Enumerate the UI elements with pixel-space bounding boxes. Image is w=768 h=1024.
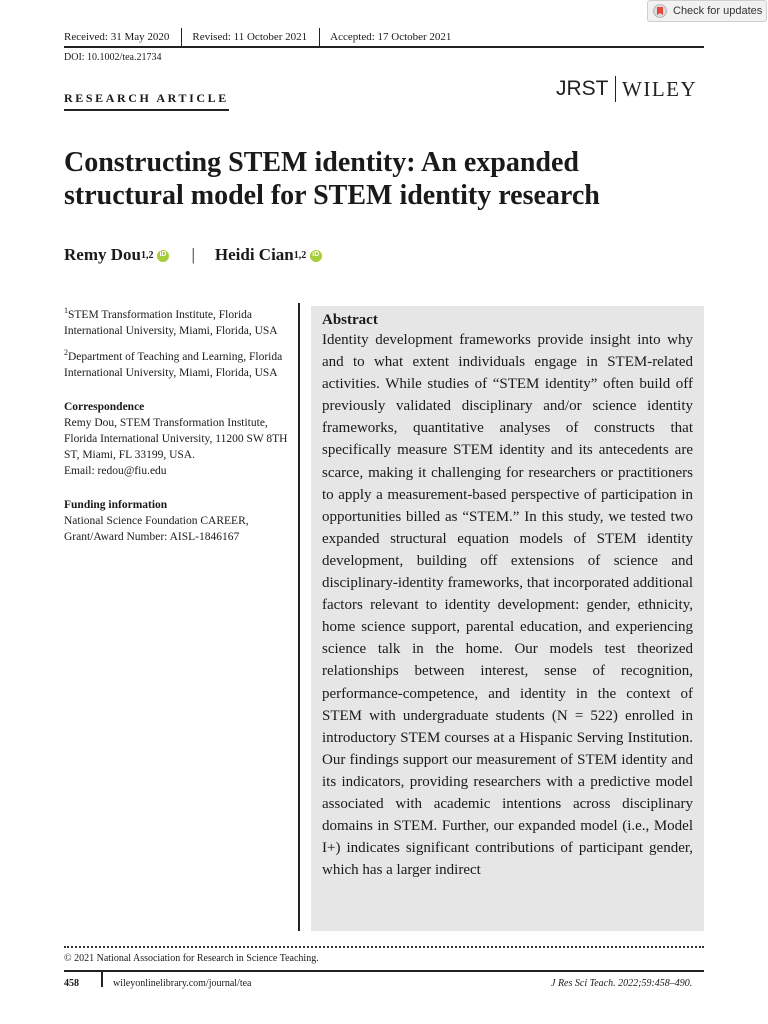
column-divider [298, 303, 300, 931]
affiliation-number: 2 [64, 347, 68, 357]
journal-logo [556, 76, 697, 102]
article-info-column [64, 303, 289, 551]
author-list [64, 245, 322, 265]
orcid-icon[interactable] [310, 250, 322, 262]
funding-text: National Science Foundation CAREER, Grant/Award Number: AISL-1846167 [64, 514, 249, 543]
history-divider [319, 28, 320, 46]
affiliation-number: 1 [64, 306, 68, 315]
footer-rule [64, 970, 704, 972]
affiliation-text: STEM Transformation Institute, Florida International University, Miami, Florida, USA [64, 308, 278, 337]
check-for-updates-button[interactable] [647, 0, 767, 22]
article-type: RESEARCH ARTICLE [64, 91, 229, 111]
affiliation [64, 303, 289, 339]
affiliation-text: Department of Teaching and Learning, Florida International University, Miami, Florida, USA [64, 350, 283, 379]
history-divider [181, 28, 182, 46]
accepted-date: Accepted: 17 October 2021 [330, 31, 452, 43]
author-separator: | [191, 245, 195, 264]
header-rule [64, 46, 704, 48]
revised-date: Revised: 11 October 2021 [192, 31, 308, 43]
abstract-heading: Abstract [322, 312, 378, 328]
check-updates-icon [653, 4, 667, 18]
abstract-text: Identity development frameworks provide insight into why and to what extent individuals engage in STEM-related activities. While studies of “STEM identity” often build off previously validated disciplinary and/or science identity frameworks, quantitative analyses of constructs that specifically measure STEM identity and its antecedents are scarce, making it challenging for researchers or practitioners to apply a measurement-based perspective of participation in opportunities billed as “STEM.” In this study, we tested two expanded structural equation models of STEM identity development, building off extensions of science and disciplinary-identity frameworks, that incorporated additional factors relevant to identity development: gender, ethnicity, home science support, parental education, and experiencing science talk in the home. Our models test theorized relationships between interest, sense of recognition, performance-competence, and identity in the context of STEM with undergraduate students (N = 522) enrolled in introductory STEM courses at a Hispanic Serving Institution. Our findings support our measurement of STEM identity and its indicators, providing researchers with a predictive model associated with academic intentions across disciplinary domains in STEM. Further, our expanded model (i.e., Model I+) indicates significant contributions of participant gender, which has a larger indirect [322, 332, 693, 879]
article-history [64, 27, 704, 47]
received-date: Received: 31 May 2020 [64, 31, 170, 43]
author-name[interactable]: Remy Dou [64, 245, 141, 264]
page-number: 458 [64, 978, 79, 989]
orcid-icon[interactable] [157, 250, 169, 262]
footer-dotted-rule [64, 946, 704, 948]
funding-heading: Funding information [64, 498, 168, 511]
author-affil-marker: 1,2 [293, 249, 307, 261]
author-affil-marker: 1,2 [140, 249, 154, 261]
author-name[interactable]: Heidi Cian [214, 245, 294, 264]
footer-divider [101, 972, 103, 987]
affiliation [64, 345, 289, 381]
correspondence-heading: Correspondence [64, 400, 145, 413]
journal-abbrev: JRST [556, 77, 609, 100]
doi[interactable]: DOI: 10.1002/tea.21734 [64, 52, 162, 63]
correspondence-text: Remy Dou, STEM Transformation Institute, Florida International University, 11200 SW 8TH ST, Miami, FL 33199, USA. [64, 416, 288, 461]
journal-url[interactable]: wileyonlinelibrary.com/journal/tea [113, 978, 252, 989]
publisher-name: WILEY [622, 76, 698, 101]
logo-divider [615, 76, 617, 102]
copyright: © 2021 National Association for Research in Science Teaching. [64, 953, 319, 964]
check-for-updates-label: Check for updates [673, 5, 763, 17]
journal-citation: J Res Sci Teach. 2022;59:458–490. [551, 978, 693, 989]
correspondence-email[interactable]: Email: redou@fiu.edu [64, 464, 167, 477]
article-title: Constructing STEM identity: An expanded structural model for STEM identity research [64, 147, 600, 211]
abstract-box [311, 306, 704, 931]
